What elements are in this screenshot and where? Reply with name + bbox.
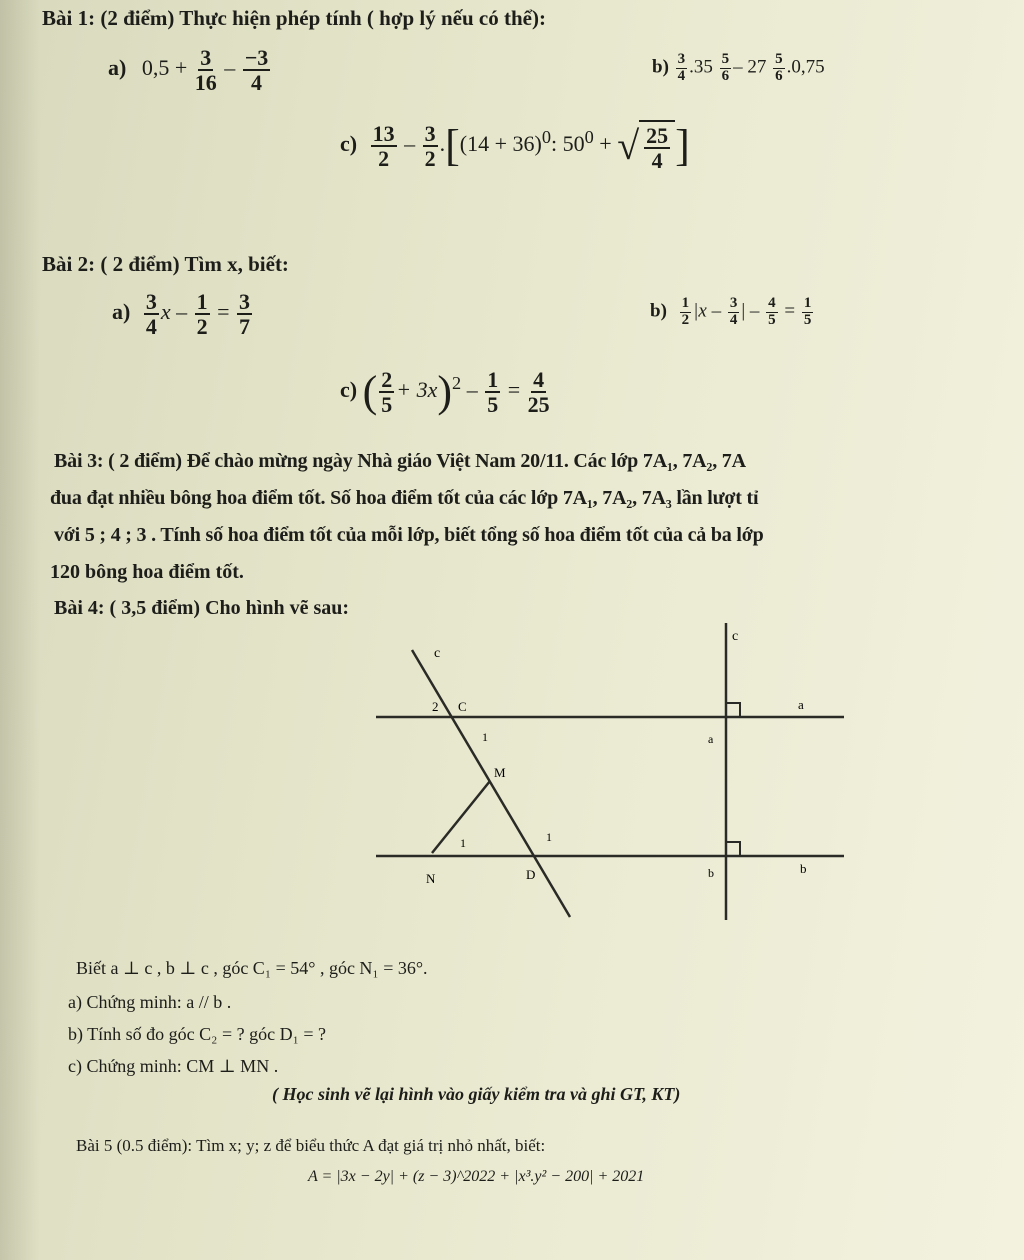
bai2-c-pow: 2: [452, 372, 462, 393]
bai2-a-x: x –: [160, 299, 188, 325]
label-one-d: 1: [546, 830, 552, 844]
bai2-b-eq: =: [784, 300, 796, 322]
bai1-c-plus: +: [599, 131, 612, 157]
label-two: 2: [432, 699, 439, 714]
bai2-c-label: c): [340, 377, 358, 403]
page-edge-shadow: [0, 0, 40, 1260]
bai2-b-abs: |x –: [693, 300, 722, 322]
bai2-b-frac1: $\frac{1}{2}$: [681, 295, 690, 328]
bai2-a-frac3: $\frac{3}{7}$: [239, 289, 251, 340]
bai3-line4: 120 bông hoa điểm tốt.: [50, 561, 244, 583]
bai2-b: [650, 296, 815, 329]
label-c-top: c: [434, 646, 441, 661]
label-N: N: [426, 871, 436, 886]
bai2-b-frac3: $\frac{4}{5}$: [768, 295, 776, 328]
bai1-a-start: 0,5 +: [141, 55, 188, 81]
bai1-c-sqrt: √ $\frac{25}{4}$: [617, 120, 675, 172]
transversal-line: [412, 650, 570, 917]
bai1-b-end: .0,75: [786, 56, 825, 78]
bai1-a-minus: –: [224, 55, 236, 81]
bai1-c-label: c): [340, 131, 358, 157]
bai1-a-label: a): [108, 55, 127, 81]
bai2-b-frac2: $\frac{3}{4}$: [729, 295, 738, 328]
right-angle-a: [726, 703, 740, 717]
bai1-c-inner: (14 + 36): [459, 131, 542, 157]
bai1-c-frac1: $\frac{13}{2}$: [372, 121, 395, 172]
bai1-b-label: b): [652, 56, 669, 78]
label-one-c: 1: [482, 730, 488, 744]
bai1-b-mid2: – 27: [733, 56, 767, 78]
bai1-title: Bài 1: (2 điểm) Thực hiện phép tính ( hợp lý nếu có thể):: [42, 6, 546, 30]
bai2-a: [112, 290, 254, 338]
bai3-line2: đua đạt nhiều bông hoa điểm tốt. Số hoa điểm tốt của các lớp 7A₁, 7A₂, 7A₃ lần lượt tỉ: [50, 487, 759, 509]
bai1-c-minus: –: [404, 131, 416, 157]
bai4-question-c: c) Chứng minh: CM ⊥ MN .: [68, 1056, 279, 1076]
label-a: a: [798, 697, 804, 712]
label-M: M: [494, 765, 506, 780]
label-b: b: [800, 861, 807, 876]
bai2-c: c) ( $\frac{2}{5}$ + 3x)$^2$ – $\frac{1}{5}$ = $\frac{4}{25}$: [340, 367, 550, 418]
right-angle-b: [726, 842, 740, 856]
bai2-title: Bài 2: ( 2 điểm) Tìm x, biết:: [42, 252, 289, 276]
bai1-b-frac1: $\frac{3}{4}$: [677, 51, 686, 84]
bai1-b-mid: .35: [689, 56, 713, 78]
bai4-question-a: a) Chứng minh: a // b .: [68, 992, 232, 1012]
label-dot-a: a: [708, 732, 714, 746]
bai5-title: Bài 5 (0.5 điểm): Tìm x; y; z để biểu thức A đạt giá trị nhỏ nhất, biết:: [76, 1136, 546, 1155]
bai4-question-b: b) Tính số đo góc C₂ = ? góc D₁ = ?: [68, 1024, 326, 1044]
bai2-c-plus: + 3x: [396, 377, 438, 403]
geometry-figure: [370, 615, 850, 925]
bai1-b-frac2: $\frac{5}{6}$: [721, 51, 730, 84]
bai2-c-frac2: $\frac{1}{5}$: [487, 367, 499, 418]
bai1-a: [108, 46, 272, 94]
bai2-a-frac2: $\frac{1}{2}$: [196, 289, 208, 340]
bai1-c-pow2: 0: [584, 126, 594, 147]
bai1-c-pow: 0: [541, 126, 551, 147]
bai1-c-div: : 50: [550, 131, 585, 157]
bai2-c-minus: –: [466, 377, 478, 403]
bai2-a-frac1: $\frac{3}{4}$: [145, 289, 157, 340]
label-dot-b: b: [708, 866, 714, 880]
bai3-line1: Bài 3: ( 2 điểm) Để chào mừng ngày Nhà giáo Việt Nam 20/11. Các lớp 7A₁, 7A₂, 7A: [54, 450, 746, 472]
bai2-c-frac1: $\frac{2}{5}$: [381, 367, 393, 418]
bai2-a-eq: =: [217, 299, 230, 325]
label-one-n: 1: [460, 836, 466, 850]
bai4-given: Biết a ⊥ c , b ⊥ c , góc C₁ = 54° , góc N₁ = 36°.: [76, 958, 428, 978]
label-c-line: c: [732, 629, 739, 644]
bai2-a-label: a): [112, 299, 131, 325]
bai1-a-frac2: $\frac{-3}{4}$: [244, 45, 269, 96]
bai2-c-eq: =: [507, 377, 521, 403]
bai2-c-frac3: $\frac{4}{25}$: [527, 367, 550, 418]
bai4-title: Bài 4: ( 3,5 điểm) Cho hình vẽ sau:: [54, 597, 350, 619]
bai2-b-frac4: $\frac{1}{5}$: [803, 295, 812, 328]
bai2-b-label: b): [650, 300, 667, 322]
bai1-b: [652, 52, 825, 85]
bai3-line3: với 5 ; 4 ; 3 . Tính số hoa điểm tốt của mỗi lớp, biết tổng số hoa điểm tốt của cả ba lớp: [54, 524, 764, 546]
bai1-c: c) $\frac{13}{2}$ – $\frac{3}{2}$ $.[(14 + 36)^0$: $50^0$ + √ $\frac{25}{4}$ ]: [340, 121, 690, 174]
bai2-b-abs-end: | –: [741, 300, 760, 322]
bai4-note: ( Học sinh vẽ lại hình vào giấy kiểm tra và ghi GT, KT): [272, 1084, 681, 1104]
bai1-c-frac2: $\frac{3}{2}$: [424, 121, 436, 172]
label-C: C: [458, 699, 467, 714]
bai1-b-frac3: $\frac{5}{6}$: [775, 51, 783, 84]
bai1-a-frac1: $\frac{3}{16}$: [194, 45, 217, 96]
bai5-expression: A = |3x − 2y| + (z − 3)^2022 + |x³.y² − 200| + 2021: [308, 1168, 645, 1185]
label-D: D: [526, 867, 536, 882]
